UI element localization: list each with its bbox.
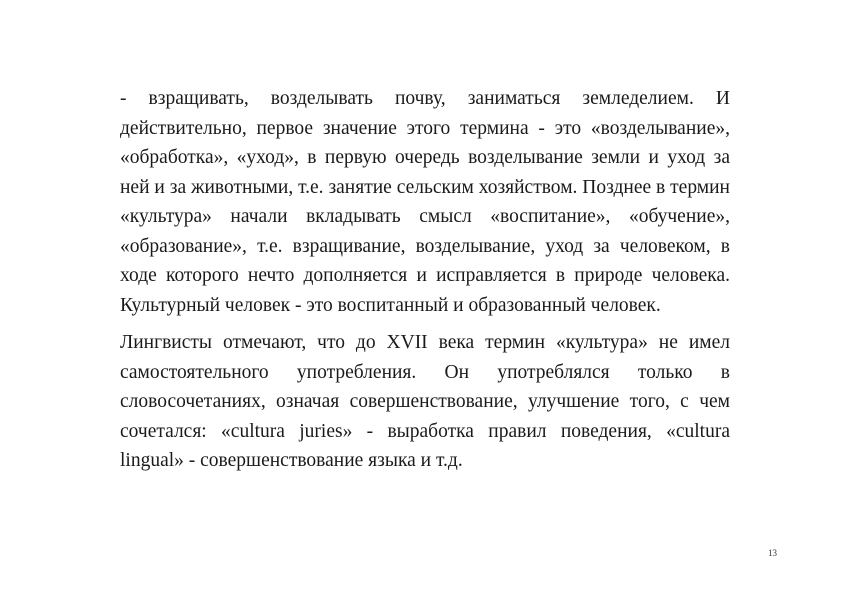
paragraph-1: - взращивать, возделывать почву, заниматься земледелием. И действительно, первое значение этого термина - это «возделывание», «обработка», «уход», в первую очередь возделывание земли и уход за ней и за животными, т.е. занятие сельским хозяйством. Позднее в термин «культура» начали вкладывать смысл «воспитание», «обучение», «образование», т.е. взращивание, возделывание, уход за человеком, в ходе которого нечто дополняется и исправляется в природе человека. Культурный человек - это воспитанный и образованный человек.	[120, 88, 730, 316]
body-text	[120, 84, 730, 476]
paragraph-2: Лингвисты отмечают, что до XVII века термин «культура» не имел самостоятельного употребления. Он употреблялся только в словосочетаниях, означая совершенствование, улучшение того, с чем сочетался: «cultura juries» - выработка правил поведения, «cultura lingual» - совершенствование языка и т.д.	[120, 332, 730, 471]
page-number: 13	[768, 548, 777, 558]
